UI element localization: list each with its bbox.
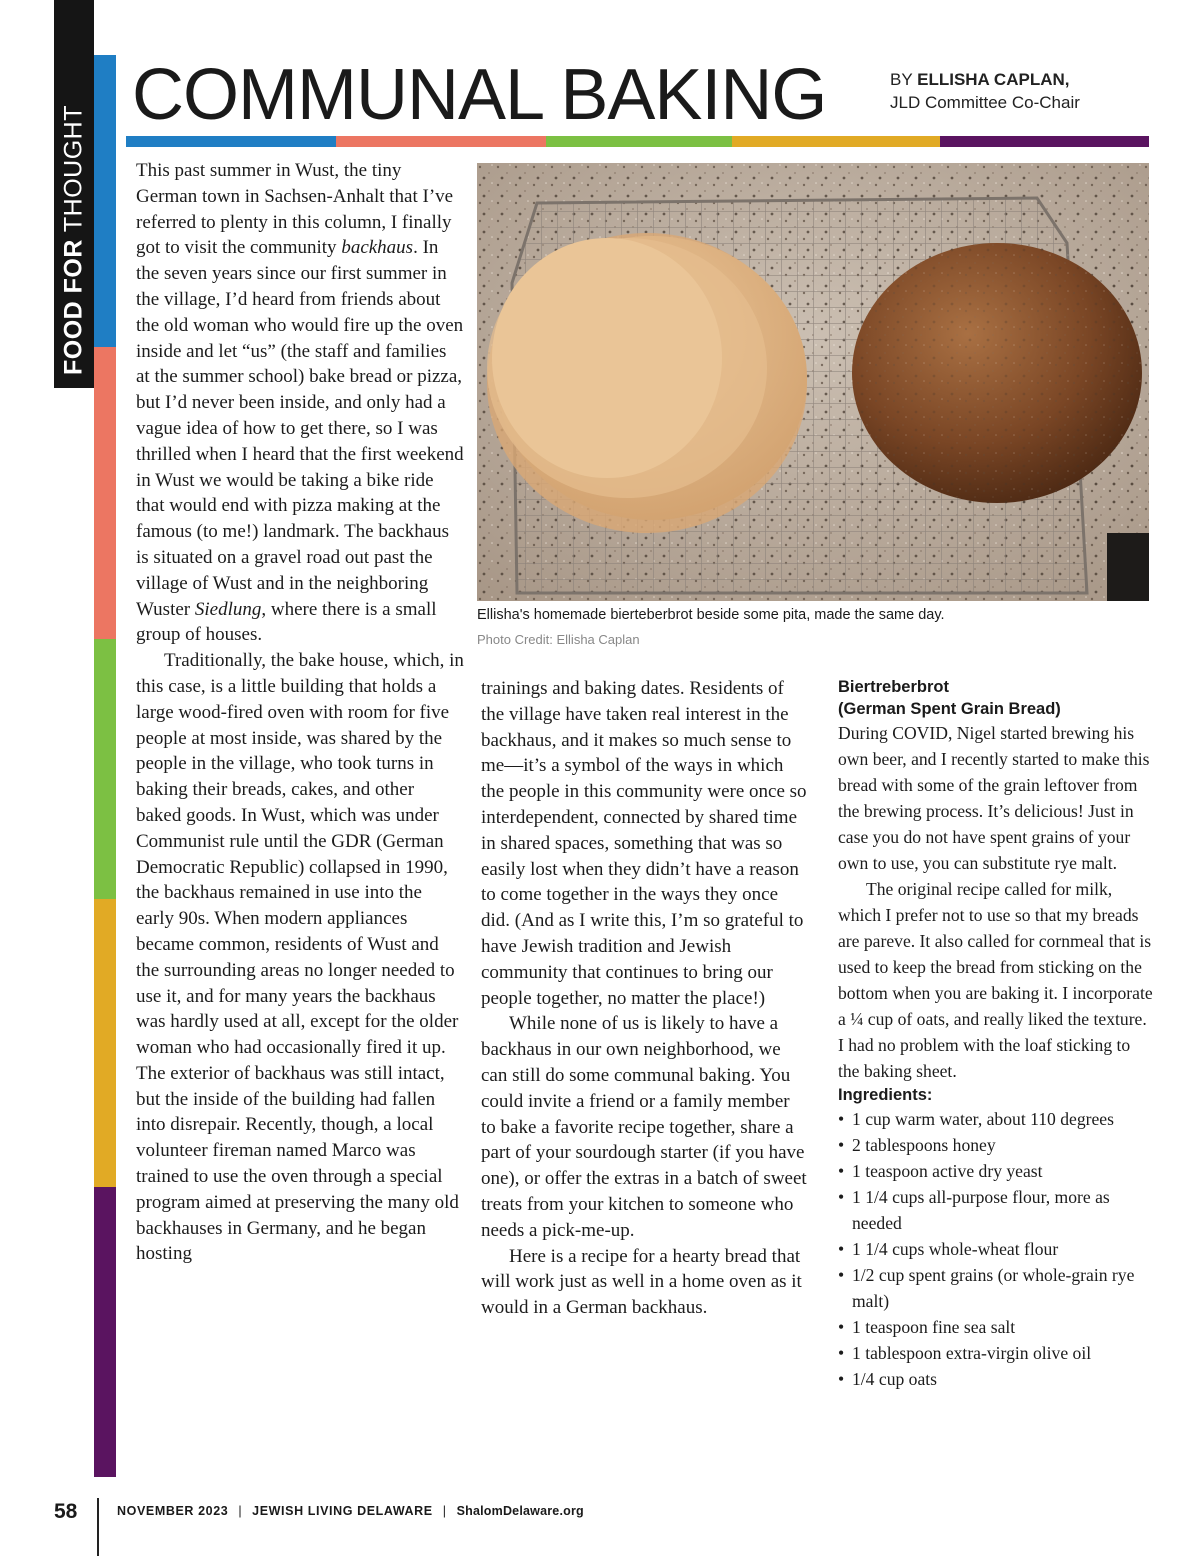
ingredients-list [838, 1106, 1154, 1392]
article-paragraph [136, 158, 464, 648]
page-number: 58 [54, 1500, 78, 1523]
rule-green [546, 136, 732, 147]
article-column-1 [136, 158, 464, 1267]
section-tab-label [60, 105, 89, 375]
ingredient-item: • 1 teaspoon fine sea salt [838, 1314, 1154, 1340]
footer-separator: | [442, 1504, 447, 1518]
footer-divider [97, 1498, 99, 1556]
article-paragraph: Traditionally, the bake house, which, in this case, is a little building that holds a large wood-fired oven with room for five people at most inside, was shared by the people in the village, who took turns in baking their breads, cakes, and other baked goods. In Wust, which was under Communist rule until the GDR (German Democratic Republic) collapsed in 1990, the backhaus remained in use into the early 90s. When modern appliances became common, residents of Wust and the surrounding areas no longer needed to use it, and for many years the backhaus was hardly used at all, except for the older woman who had occasionally fired it up. The exterior of backhaus was still intact, but the inside of the building had fallen into disrepair. Recently, though, a local volunteer fireman named Marco was trained to use the oven through a special program aimed at preserving the many old backhauses in Germany, and he began hosting [136, 650, 464, 1265]
rule-coral [336, 136, 546, 147]
italic-text: backhaus [341, 237, 414, 259]
color-bar-coral [94, 347, 116, 639]
ingredient-item: • 1 tablespoon extra-virgin olive oil [838, 1340, 1154, 1366]
bread-photo [477, 163, 1149, 601]
article-paragraph: trainings and baking dates. Residents of the village have taken real interest in the backhaus, and it makes so much sense to me—it’s a symbol of the ways in which the people in this community were once so interdependent, connected by shared time in shared spaces, something that was so easily lost when they didn’t have a reason to come together in the ways they once did. (And as I write this, I’m so grateful to have Jewish tradition and Jewish community that continues to bring our people together, no matter the place!) [481, 678, 807, 1009]
footer-publication: JEWISH LIVING DELAWARE [252, 1504, 433, 1518]
recipe-subtitle: (German Spent Grain Bread) [838, 700, 1061, 718]
article-column-2 [481, 676, 809, 1321]
text-run: This past summer in Wust, the tiny German town in Sachsen-Anhalt that I’ve referred to plenty in this column, I finally got to visit the community [136, 160, 454, 259]
footer-website[interactable]: ShalomDelaware.org [456, 1504, 584, 1518]
text-run: , where there is a small group of houses. [136, 598, 437, 646]
author-role: JLD Committee Co-Chair [890, 93, 1080, 112]
ingredient-item: • 2 tablespoons honey [838, 1132, 1154, 1158]
recipe-title: Biertreberbrot [838, 678, 949, 696]
ingredient-item: • 1 teaspoon active dry yeast [838, 1158, 1154, 1184]
ingredient-item: • 1 1/4 cups whole-wheat flour [838, 1236, 1154, 1262]
recipe-column [838, 676, 1154, 1392]
color-bar-blue [94, 55, 116, 347]
page-title: COMMUNAL BAKING [132, 55, 827, 135]
article-paragraph: While none of us is likely to have a backhaus in our own neighborhood, we can still do some communal baking. You could invite a friend or a family member to bake a favorite recipe together, share a part of your sourdough starter (if you have one), or offer the extras in a batch of sweet treats from your kitchen to someone who needs a pick-me-up. [481, 1013, 807, 1241]
byline-prefix: BY [890, 70, 913, 89]
author-name: ELLISHA CAPLAN, [917, 70, 1070, 89]
color-bar-green [94, 639, 116, 899]
rule-blue [126, 136, 336, 147]
ingredient-item: • 1/4 cup oats [838, 1366, 1154, 1392]
rule-purple [940, 136, 1149, 147]
color-bar-gold [94, 899, 116, 1187]
byline [890, 68, 1080, 114]
footer-issue: NOVEMBER 2023 [117, 1504, 229, 1518]
footer-separator: | [238, 1504, 243, 1518]
footer [117, 1504, 584, 1518]
text-run: . In the seven years since our first summer in the village, I’d heard from friends about the old woman who would fire up the oven inside and let “us” (the staff and families at the summer school) bake bread or pizza, but I’d never been inside, and only had a vague idea of how to get there, so I was thrilled when I heard that the first weekend in Wust we would be taking a bike ride that would end with pizza making at the famous (to me!) landmark. The backhaus is situated on a gravel road out past the village of Wust and in the neighboring Wuster [136, 237, 464, 620]
photo-caption: Ellisha's homemade bierteberbrot beside some pita, made the same day. [477, 607, 945, 623]
ingredient-item: • 1 cup warm water, about 110 degrees [838, 1106, 1154, 1132]
article-paragraph: Here is a recipe for a hearty bread that will work just as well in a home oven as it would in a German backhaus. [481, 1245, 802, 1319]
section-tab-light: THOUGHT [59, 104, 88, 233]
recipe-intro: During COVID, Nigel started brewing his own beer, and I recently started to make this bread with some of the grain leftover from the brewing process. It’s delicious! Just in case you do not have spent grains of your own to use, you can substitute rye malt. [838, 723, 1150, 873]
recipe-note: The original recipe called for milk, which I prefer not to use so that my breads are pareve. It also called for cornmeal that is used to keep the bread from sticking on the bottom when you are baking it. I incorporate a ¼ cup of oats, and really liked the texture. I had no problem with the loaf sticking to the baking sheet. [838, 879, 1153, 1081]
rule-gold [732, 136, 940, 147]
photo-credit: Photo Credit: Ellisha Caplan [477, 632, 640, 647]
italic-text: Siedlung [194, 598, 262, 620]
section-tab-bold: FOOD FOR [59, 239, 88, 376]
color-bar-purple [94, 1187, 116, 1477]
ingredient-item: • 1/2 cup spent grains (or whole-grain rye malt) [838, 1262, 1154, 1314]
ingredients-title: Ingredients: [838, 1086, 933, 1104]
ingredient-item: • 1 1/4 cups all-purpose flour, more as needed [838, 1184, 1154, 1236]
